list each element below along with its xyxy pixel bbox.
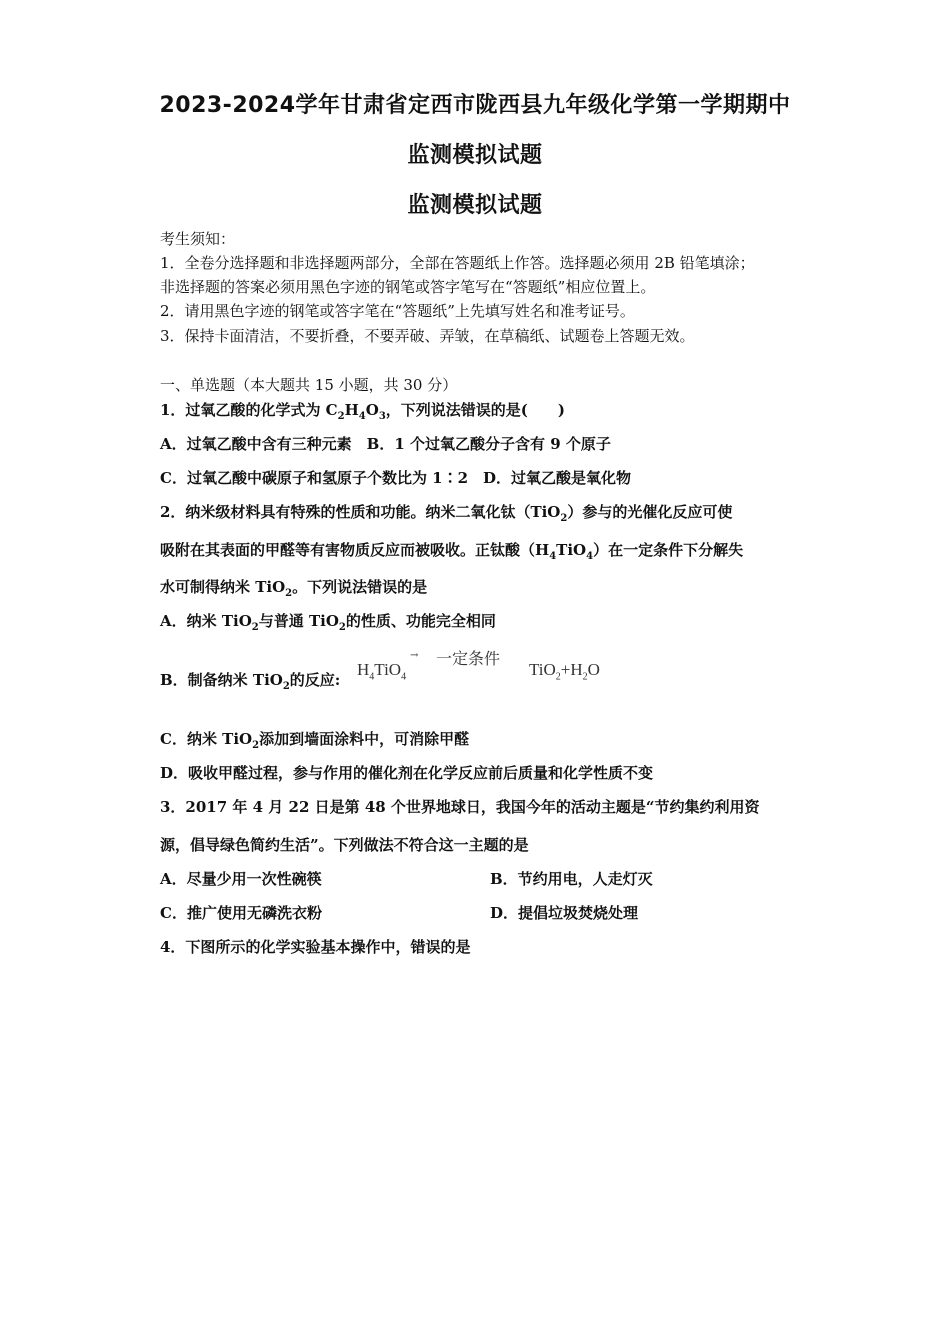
notice-item1a: 1．全卷分选择题和非选择题两部分，全部在答题纸上作答。选择题必须用 2B 铅笔填涂； bbox=[160, 254, 755, 272]
reaction-products: $TiO_2+H_2O$ bbox=[529, 660, 600, 683]
q1-stem: 1．过氧乙酸的化学式为 $C_2H_4O_3$，下列说法错误的是( ) bbox=[160, 401, 565, 422]
q3-option-d: D．提倡垃圾焚烧处理 bbox=[490, 904, 639, 922]
notice-item1b: 非选择题的答案必须用黑色字迹的钢笔或答字笔写在“答题纸”相应位置上。 bbox=[160, 278, 656, 296]
q2-option-c: C．纳米 TiO$_2$添加到墙面涂料中，可消除甲醛 bbox=[160, 730, 470, 751]
exam-title-line3: 监测模拟试题 bbox=[407, 193, 543, 218]
q1-options-ab: A．过氧乙酸中含有三种元素 B．1 个过氧乙酸分子含有 9 个原子 bbox=[160, 435, 611, 453]
q3-option-c: C．推广使用无磷洗衣粉 bbox=[160, 904, 322, 922]
q2-option-d: D．吸收甲醛过程，参与作用的催化剂在化学反应前后质量和化学性质不变 bbox=[160, 764, 654, 782]
q2-option-a: A．纳米 TiO$_2$与普通 TiO$_2$的性质、功能完全相同 bbox=[160, 612, 496, 633]
reaction-condition: 一定条件 bbox=[436, 649, 501, 668]
q3-option-a: A．尽量少用一次性碗筷 bbox=[160, 870, 322, 888]
notice-item2: 2．请用黑色字迹的钢笔或答字笔在“答题纸”上先填写姓名和准考证号。 bbox=[160, 302, 635, 320]
q1-options-cd: C．过氧乙酸中碳原子和氢原子个数比为 1∶2 D．过氧乙酸是氧化物 bbox=[160, 469, 632, 487]
exam-title-line2: 监测模拟试题 bbox=[407, 143, 543, 168]
q2-option-b: B．制备纳米 TiO$_2$的反应: bbox=[160, 671, 341, 692]
reaction-reactant: $H_4TiO_4$ bbox=[357, 660, 407, 683]
notice-heading: 考生须知： bbox=[160, 230, 236, 248]
reaction-arrow-icon: → bbox=[410, 650, 419, 661]
q2-stem-line2: 吸附在其表面的甲醛等有害物质反应而被吸收。正钛酸$(H_4TiO_4)$在一定条件下分解失 bbox=[160, 541, 744, 562]
q2-stem-line1: 2．纳米级材料具有特殊的性质和功能。纳米二氧化钛（TiO$_2$）参与的光催化反应可使 bbox=[160, 503, 733, 524]
notice-item3: 3．保持卡面清洁，不要折叠，不要弄破、弄皱，在草稿纸、试题卷上答题无效。 bbox=[160, 327, 695, 345]
q3-option-b: B．节约用电，人走灯灭 bbox=[490, 870, 653, 888]
exam-title-line1: 2023-2024学年甘肃省定西市陇西县九年级化学第一学期期中 bbox=[159, 93, 791, 118]
q4-stem: 4．下图所示的化学实验基本操作中，错误的是 bbox=[160, 938, 471, 956]
section-heading: 一、单选题（本大题共 15 小题，共 30 分） bbox=[160, 376, 458, 394]
q3-stem-line2: 源，倡导绿色简约生活”。下列做法不符合这一主题的是 bbox=[160, 836, 529, 854]
q2-stem-line3: 水可制得纳米 TiO$_2$。下列说法错误的是 bbox=[160, 578, 428, 599]
q3-stem-line1: 3．2017 年 4 月 22 日是第 48 个世界地球日，我国今年的活动主题是“节约集约利用资 bbox=[160, 798, 760, 816]
